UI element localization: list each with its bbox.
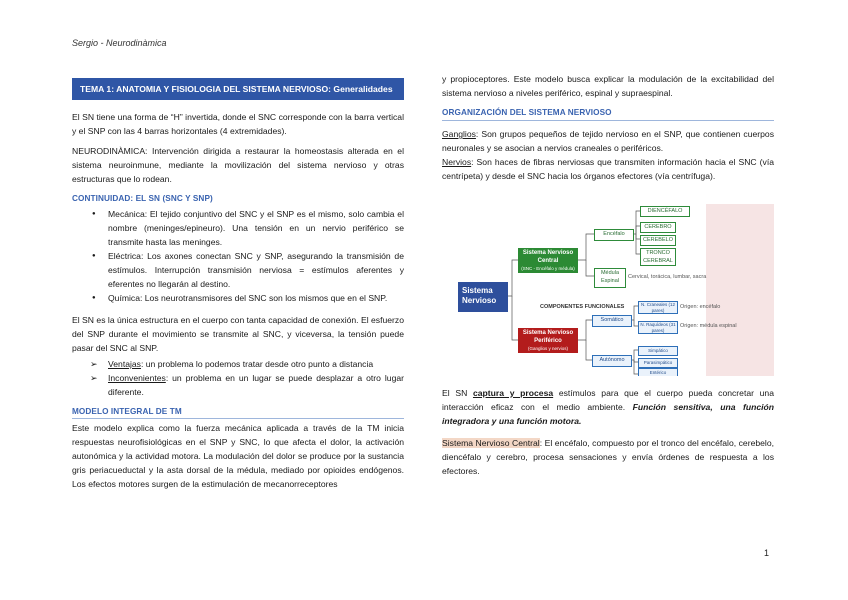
diagram-parasimpatico-node: Parasimpático	[638, 358, 678, 368]
bullet-text: : Los neurotransmisores del SNC son los mismos que en el SNP.	[140, 293, 388, 303]
term-ganglios: Ganglios	[442, 129, 476, 139]
bullet-text: : El tejido conjuntivo del SNC y el SNP es el mismo, solo cambia el nombre (meninges/epineuro). Una tensión en un nervio periférico se transmite hasta las meninges.	[108, 209, 404, 247]
captura-text: estímulos para que el cuerpo pueda concretar una interacción eficaz con el medio ambiente.	[442, 388, 774, 412]
snc-sub-label: (SNC - Encéfalo y médula)	[521, 266, 575, 271]
page-header-author: Sergio - Neurodinàmica	[72, 38, 167, 48]
heading-modelo: MODELO INTEGRAL DE TM	[72, 407, 182, 416]
paragraph-conexion: El SN es la única estructura en el cuerpo con tanta capacidad de conexión. El esfuerzo del SNP durante el movimiento se transmite al SNC, y viceversa, la tensión puede pasar del SNC al SNP.	[72, 315, 404, 353]
diagram-diencefalo-node: DIENCÉFALO	[640, 206, 690, 217]
heading-organizacion: ORGANIZACIÓN DEL SISTEMA NERVIOSO	[442, 108, 612, 117]
definition-snc: : El encéfalo, compuesto por el tronco del encéfalo, cerebelo, diencéfalo y cerebro, procesa sensaciones y envía órdenes de respuesta a los efectores.	[442, 438, 774, 476]
pros-cons-list	[90, 357, 404, 399]
paragraph-neurodinamica: NEURODINÀMICA: Intervención dirigida a restaurar la homeostasis alterada en el sistema neuroinmune, mediante la movilización del sistema nervioso y otras estructuras que lo rodean.	[72, 146, 404, 184]
bullet-lead: Eléctrica	[108, 251, 141, 261]
paragraph-modelo: Este modelo explica como la fuerza mecánica aplicada a través de la TM inicia respuestas neurofisiológicas en el SNP y SNC, lo que afecta el dolor, la activación autonómica y la actividad motora. La modulación del dolor se produce por la sustancia gris periacueductal y la asta dorsal de la médula, mediado por opioides endógenos. Los efectos motores surgen de la estimulación de mecanorreceptores	[72, 423, 404, 489]
paragraph-captura	[442, 386, 774, 428]
paragraph-nervios	[442, 155, 774, 183]
nervous-system-diagram	[456, 204, 774, 376]
bullet-lead: Mecánica	[108, 209, 145, 219]
paragraph-propioceptores: y propioceptores. Este modelo busca explicar la modulación de la excitabilidad del sistema nervioso a niveles periférico, espinal y supraespinal.	[442, 74, 774, 98]
diagram-cerebro-node: CEREBRO	[640, 222, 676, 233]
connector	[578, 234, 594, 260]
continuidad-list	[90, 207, 404, 305]
captura-emphasis: captura y procesa	[472, 388, 554, 398]
connector	[578, 320, 592, 340]
diagram-origen-medula: Origen: médula espinal	[680, 323, 737, 329]
list-item	[90, 291, 404, 305]
diagram-somatico-node: Somático	[592, 315, 632, 327]
diagram-craneales-node: N. Craneales (12 pares)	[638, 301, 678, 314]
diagram-bg-shape	[706, 204, 774, 376]
diagram-raquideos-node: N. Raquídeos (31 pares)	[638, 321, 678, 334]
diagram-cerebelo-node: CEREBELO	[640, 235, 676, 246]
definition-ganglios: : Son grupos pequeños de tejido nervioso en el SNP, que contienen cuerpos neuronales y se asocian a nervios craneales o periféricos.	[442, 129, 774, 153]
diagram-simpatico-node: Simpático	[638, 346, 678, 356]
section-title-bar: TEMA 1: ANATOMIA Y FISIOLOGIA DEL SISTEMA NERVIOSO: Generalidades	[72, 78, 404, 100]
heading-continuidad: CONTINUIDAD: EL SN (SNC Y SNP)	[72, 194, 213, 203]
snc-label: Sistema Nervioso Central	[522, 250, 574, 264]
snp-label: Sistema Nervioso Periférico	[522, 330, 574, 344]
bullet-text: : Los axones conectan SNC y SNP, asegurando la transmisión de estímulos. Interrupción transmisión nerviosa = estímulos aferentes y eferentes no llegarán al destino.	[108, 251, 404, 289]
arrow-text: : un problema en un lugar se puede desplazar a otro lugar diferente.	[108, 373, 404, 397]
heading-rule	[442, 120, 774, 121]
paragraph-snc	[442, 436, 774, 478]
diagram-encefalo-node: Encéfalo	[594, 229, 634, 241]
page-number: 1	[764, 548, 770, 558]
diagram-origen-encefalo: Origen: encéfalo	[680, 304, 721, 310]
diagram-root-node: Sistema Nervioso	[458, 282, 508, 312]
diagram-snc-node	[518, 248, 578, 273]
term-nervios: Nervios	[442, 157, 472, 167]
diagram-snp-node	[518, 328, 578, 353]
list-item	[90, 249, 404, 291]
diagram-medula-note: Cervical, torácica, lumbar, sacra	[628, 274, 707, 280]
list-item	[90, 207, 404, 249]
paragraph-h-shape: El SN tiene una forma de “H” invertida, donde el SNC corresponde con la barra vertical y el SNP con las 4 barras horizontales (4 extremidades).	[72, 112, 404, 136]
diagram-enterico-node: Entérico	[638, 368, 678, 376]
left-column	[72, 78, 404, 491]
bullet-lead: Química	[108, 293, 140, 303]
heading-rule	[72, 418, 404, 419]
list-item	[90, 371, 404, 399]
diagram-autonomo-node: Autónomo	[592, 355, 632, 367]
connector	[586, 260, 594, 276]
term-snc: Sistema Nervioso Central	[442, 438, 540, 448]
captura-functions: Función sensitiva, una función integradora y una función motora.	[442, 402, 774, 426]
arrow-text: : un problema lo podemos tratar desde otro punto a distancia	[140, 359, 374, 369]
diagram-medula-node: Médula Espinal	[594, 268, 626, 288]
arrow-lead: Ventajas	[108, 359, 141, 369]
definition-nervios: : Son haces de fibras nerviosas que transmiten información hacia el SNC (vía centrípeta) y desde el SNC hacia los órganos efectores (vía centrífuga).	[442, 157, 774, 181]
right-column-lower	[442, 386, 774, 478]
snp-sub-label: (Ganglios y nervios)	[527, 346, 568, 351]
diagram-componentes-label: COMPONENTES FUNCIONALES	[540, 304, 625, 310]
list-item	[90, 357, 404, 371]
paragraph-ganglios	[442, 127, 774, 155]
right-column	[442, 72, 774, 183]
captura-prefix: El SN	[442, 388, 473, 398]
diagram-tronco-node: TRONCO CEREBRAL	[640, 248, 676, 266]
arrow-lead: Inconvenientes	[108, 373, 166, 383]
